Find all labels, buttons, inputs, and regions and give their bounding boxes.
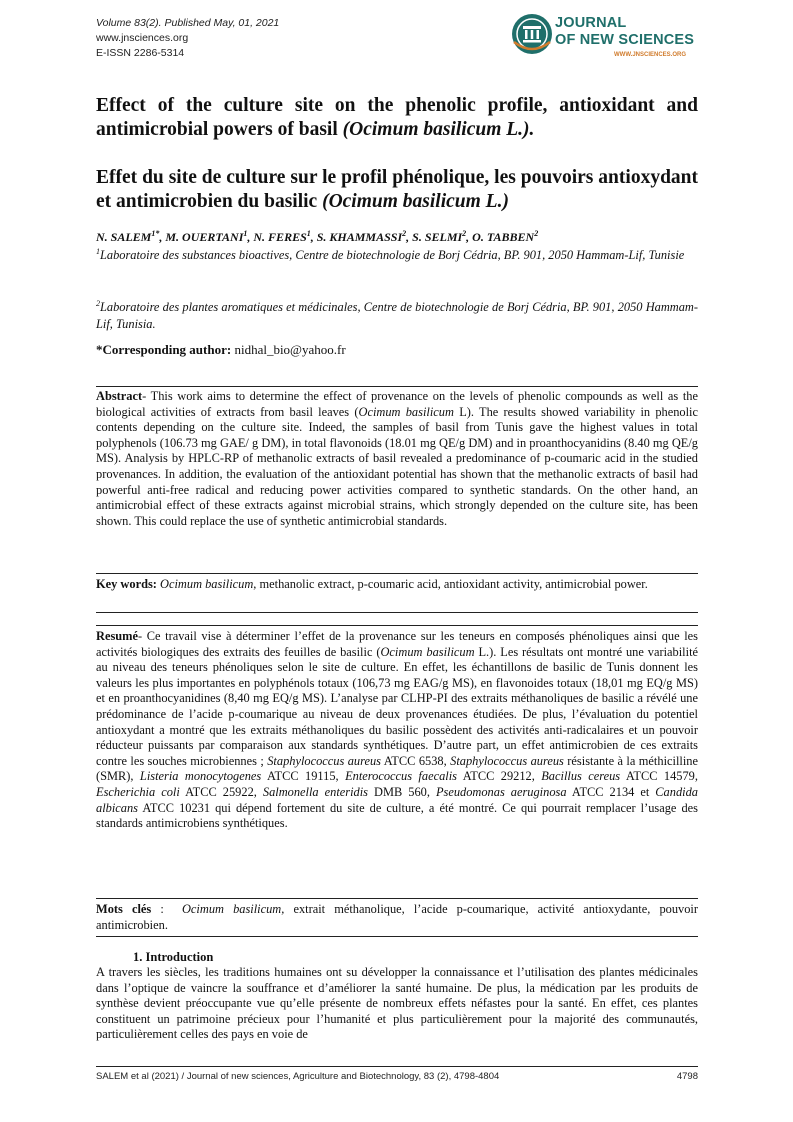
title-french-species: (Ocimum basilicum L.) bbox=[322, 191, 509, 212]
abstract-label: Abstract bbox=[96, 389, 143, 403]
journal-emblem-icon bbox=[510, 12, 554, 56]
journal-logo bbox=[510, 12, 710, 68]
resume-bottom-rule bbox=[96, 898, 698, 899]
abstract: Abstract- This work aims to determine the effect of provenance on the levels of phenolic compounds as well as the biological activities of extracts from basil leaves (Ocimum basilicum L). The results showed variability in phenolic contents depending on the culture site. Indeed, the samples of basil from Tunis gave the highest values in total polyphenols (106.73 mg GAE/ g DM), in total flavonoids (18.01 mg QE/g DM) and in proanthocyanidins (8.40 mg QE/g MS). Analysis by HPLC-RP of methanolic extracts of basil revealed a predominance of p-coumaric acid in the studied provenances. In addition, the evaluation of the antioxidant potential has shown that the methanolic extracts of basil had powerful anti-free radical and reducing power activities compared to synthetic standards. On the other hand, an antimicrobial effect of these extracts against microbial strains, which strongly depended on the culture site, has been shown. This could replace the use of synthetic antimicrobial standards. bbox=[96, 389, 699, 528]
mots-cles-label: Mots clés bbox=[96, 902, 152, 916]
author-name: S. KHAMMASSI bbox=[316, 230, 403, 244]
abstract-top-rule bbox=[96, 386, 698, 387]
title-french: Effet du site de culture sur le profil phénolique, les pouvoirs antioxydant et antimicrobien du basilic (Ocimum basilicum L.) bbox=[96, 167, 698, 212]
corresponding-author: *Corresponding author: nidhal_bio@yahoo.fr bbox=[96, 342, 346, 357]
footer-citation: SALEM et al (2021) / Journal of new sciences, Agriculture and Biotechnology, 83 (2), 4798-4804 bbox=[96, 1071, 500, 1082]
section-heading-introduction: 1. Introduction bbox=[133, 950, 214, 964]
author-name: N. SALEM bbox=[96, 230, 152, 244]
page-number: 4798 bbox=[676, 1071, 698, 1082]
keywords-label: Key words: bbox=[96, 577, 157, 591]
resume-label: Resumé bbox=[96, 629, 138, 643]
volume-line: Volume 83(2). Published May, 01, 2021 bbox=[96, 17, 280, 29]
keywords-bottom-rule bbox=[96, 612, 698, 613]
resume-top-rule bbox=[96, 625, 698, 626]
issn: E-ISSN 2286-5314 bbox=[96, 47, 185, 59]
title-english: Effect of the culture site on the phenolic profile, antioxidant and antimicrobial powers of basil (Ocimum basilicum L.). bbox=[96, 95, 698, 140]
title-english-species: (Ocimum basilicum L.). bbox=[342, 119, 535, 140]
abstract-bottom-rule bbox=[96, 573, 698, 574]
affiliation-1: $^1$Laboratoire des substances bioactives, Centre de biotechnologie de Borj Cédria, BP. 901, 2050 Hammam-Lif, Tunisie bbox=[96, 247, 685, 263]
journal-meta bbox=[96, 16, 279, 61]
author-name: N. FERES bbox=[253, 230, 307, 244]
author-name: O. TABBEN bbox=[472, 230, 535, 244]
logo-url: WWW.JNSCIENCES.ORG bbox=[614, 52, 687, 58]
author-name: M. OUERTANI bbox=[165, 230, 244, 244]
resume: Resumé- Ce travail vise à déterminer l’effet de la provenance sur les teneurs en composés phénoliques ainsi que les activités biologiques des extraits des feuilles de basilic (Ocimum basilicum L.). Les résultats ont montré une variabilité au niveau des teneurs phénoliques selon le site de culture. En effet, les échantillons de basilic de Tunis donnent les valeurs les plus importantes en polyphénols totaux (106,73 mg EAG/g MS), en flavonoides totaux (18,01 mg EQ/g MS) et en proanthocyanidines (8,40 mg EQ/g MS). L’analyse par CLHP-PI des extraits méthanoliques de basilic a révélé une prédominance de l’acide p-coumarique au niveau de deux provenances étudiées. De plus, l’évaluation du potentiel antioxydant a montré que les extraits méthanoliques du basilic possèdent des activités anti-radicalaires et un pouvoir réducteur puissants par comparaison aux standards synthétiques. D’autre part, un effet antimicrobien de ces extraits contre les souches microbiennes ; Staphylococcus aureus ATCC 6538, Staphylococcus aureus résistante à la méthicilline (SMR), Listeria monocytogenes ATCC 19115, Enterococcus faecalis ATCC 29212, Bacillus cereus ATCC 14579, Escherichia coli ATCC 25922, Salmonella enteridis DMB 560, Pseudomonas aeruginosa ATCC 2134 et Candida albicans ATCC 10231 qui dépend fortement du site de culture, a été montré. Ce qui pourrait remplacer l’usage des standards antimicrobiens synthétiques. bbox=[96, 629, 699, 831]
affiliation-2: $^2$Laboratoire des plantes aromatiques et médicinales, Centre de biotechnologie de Borj Cédria, BP. 901, 2050 Hammam-Lif, Tunisia. bbox=[96, 299, 698, 332]
logo-text-journal: JOURNAL bbox=[555, 15, 627, 31]
page-footer bbox=[96, 1071, 698, 1082]
corresponding-email[interactable]: nidhal_bio@yahoo.fr bbox=[234, 342, 346, 357]
footer-rule bbox=[96, 1066, 698, 1067]
mots-cles: Mots clés : Ocimum basilicum, extrait méthanolique, l’acide p-coumarique, activité antioxydante, pouvoir antimicrobien. bbox=[96, 902, 698, 932]
keywords: Key words: Ocimum basilicum, methanolic extract, p-coumaric acid, antioxidant activity, antimicrobial power. bbox=[96, 577, 648, 591]
author-name: S. SELMI bbox=[412, 230, 463, 244]
mots-cles-bottom-rule bbox=[96, 936, 698, 937]
logo-text-new-sciences: OF NEW SCIENCES bbox=[555, 32, 695, 48]
introduction-text: A travers les siècles, les traditions humaines ont su développer la connaissance et l’utilisation des plantes médicinales dans l’optique de vaincre la souffrance et d’améliorer la santé humaine. De plus, la médication par les produits de synthèse devient préoccupante vue qu’elle présente de nombreux effets néfastes pour la santé. En effet, ces plantes constituent un patrimoine précieux pour l’humanité et plus particulièrement pour la majorité des communautés, particulièrement celles des pays en voie de bbox=[96, 965, 698, 1042]
journal-website: www.jnsciences.org bbox=[96, 32, 189, 44]
author-list: N. $SALEM^{1*}$, M. OUERTANI$^1$, N. FERES$^1$, S. KHAMMASSI$^2$, S. SELMI$^2$, O. TABBEN$^2$ bbox=[96, 229, 539, 244]
